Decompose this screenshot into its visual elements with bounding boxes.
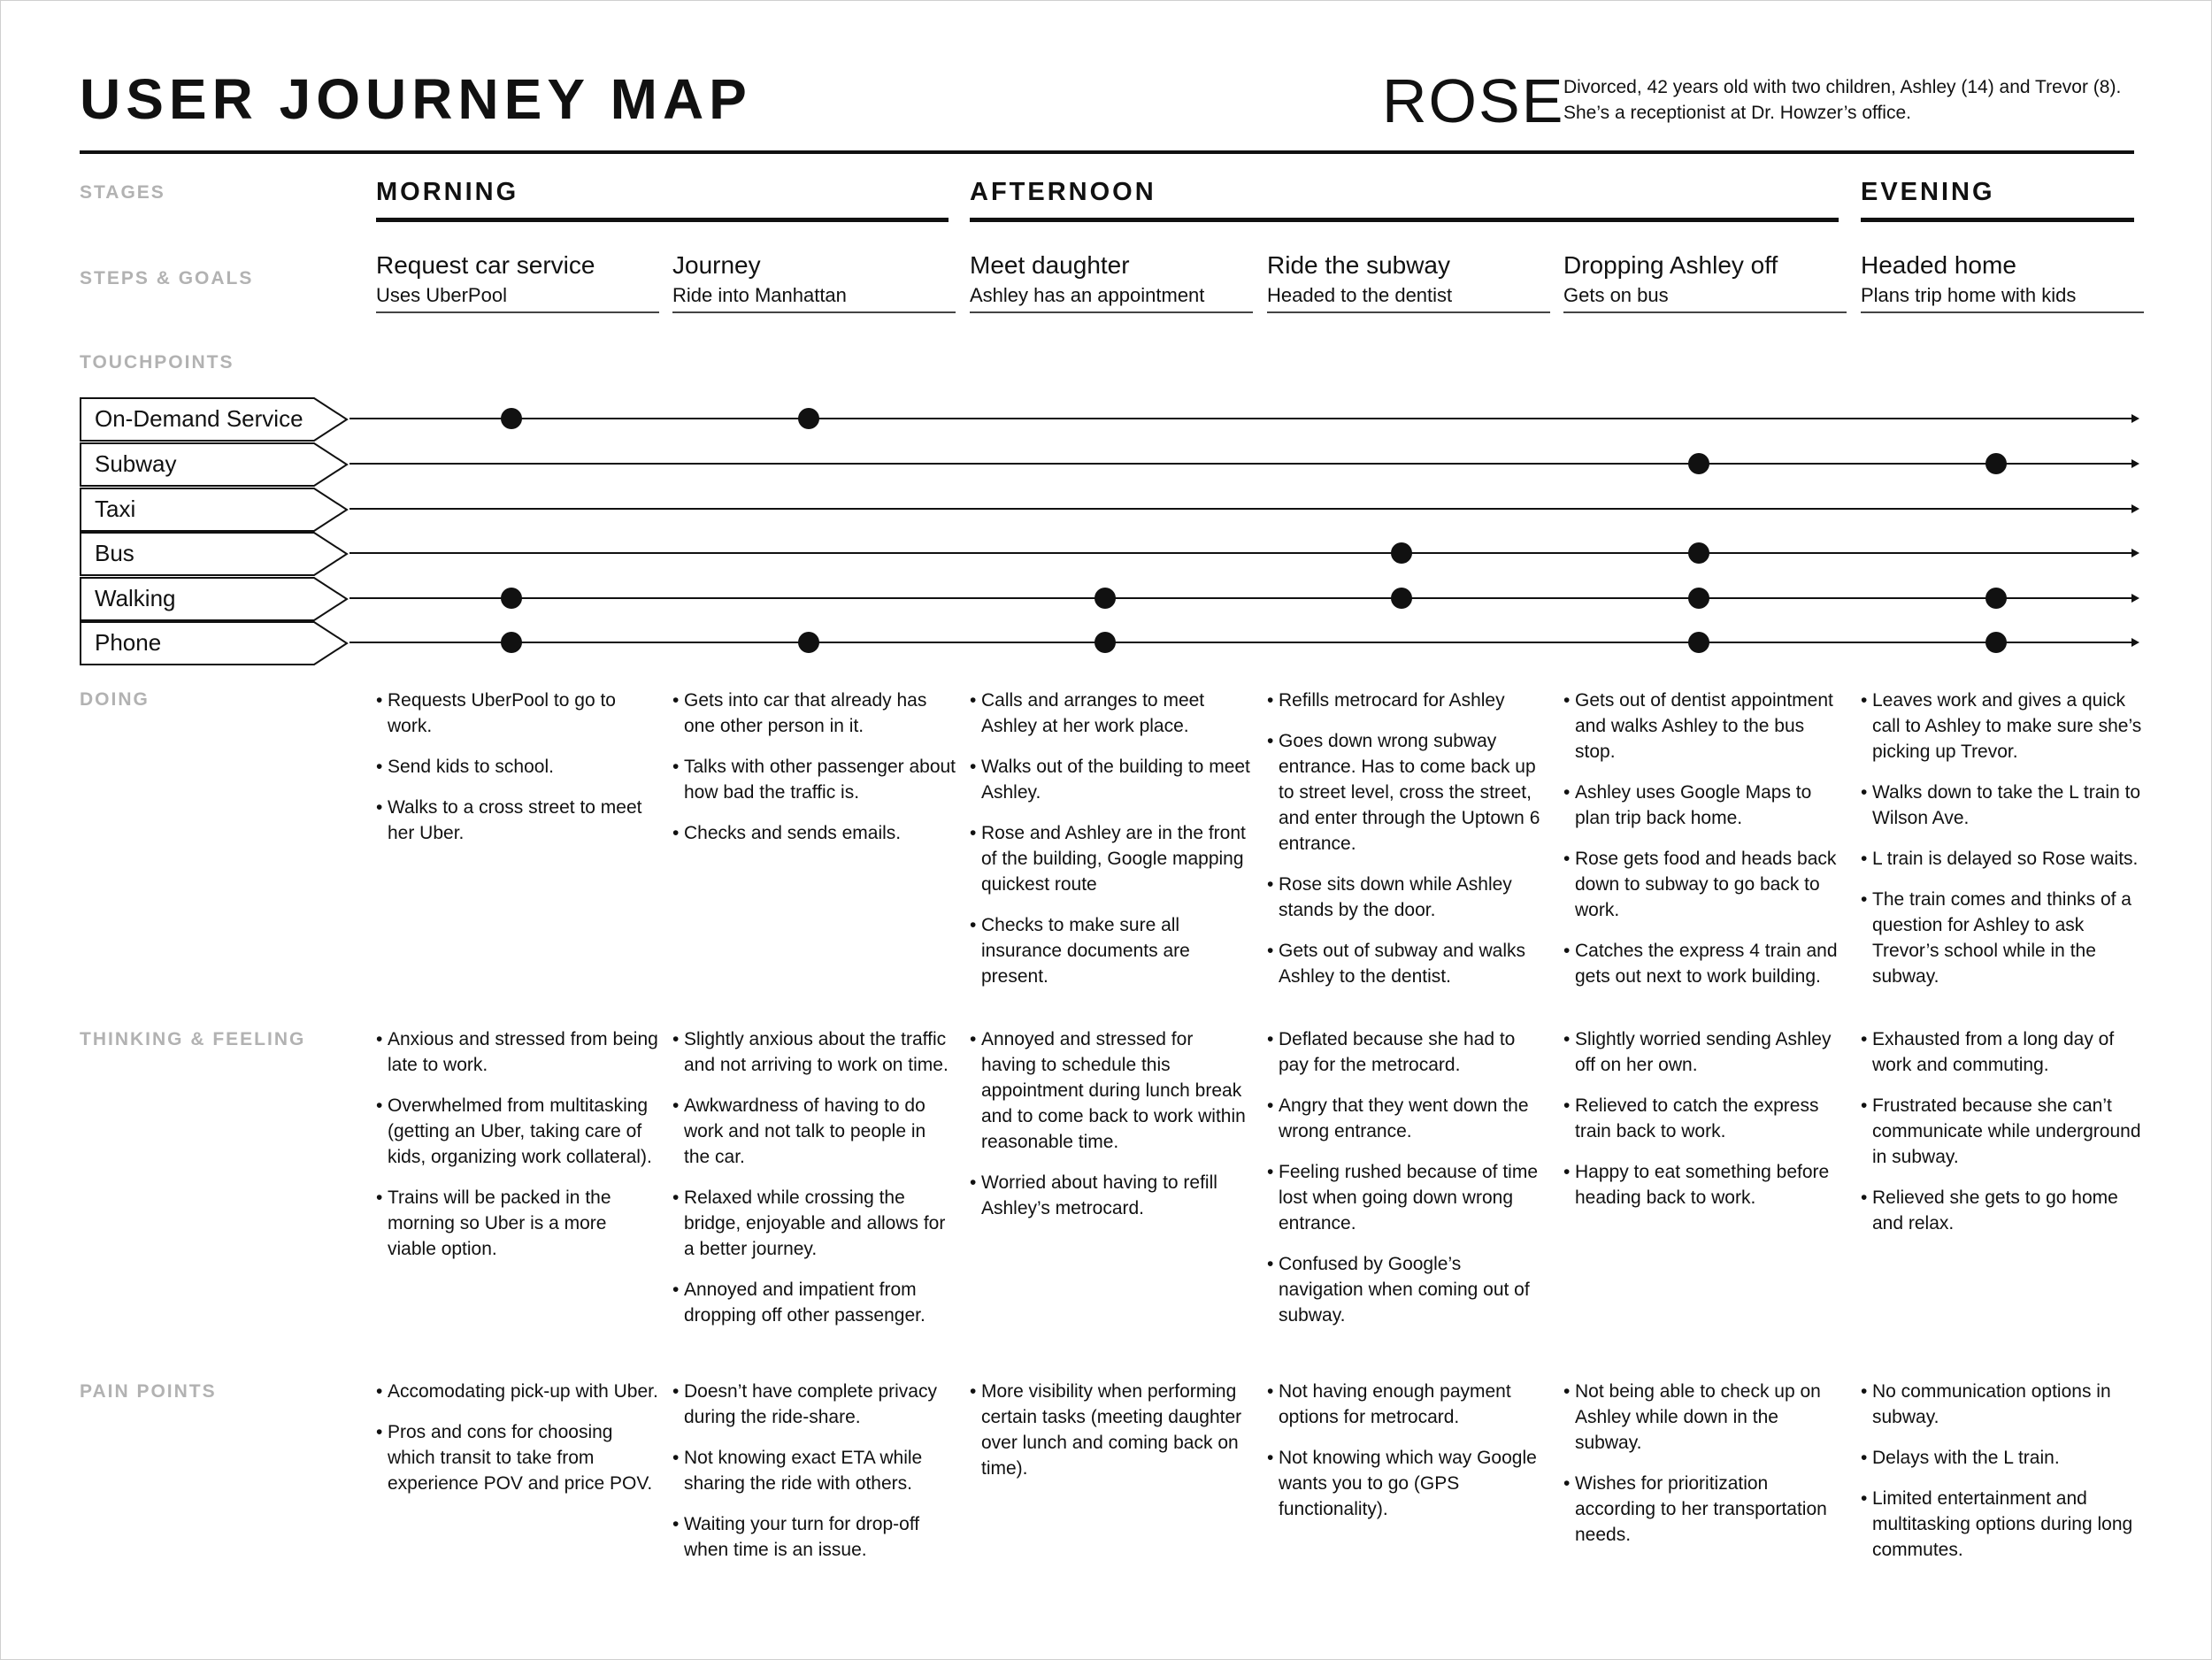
doing-text: Gets out of dentist appointment and walks Ashley to the bus stop. [1575, 690, 1833, 762]
pain-point-bullet [672, 1379, 956, 1430]
pain-point-text: Waiting your turn for drop-off when time is an issue. [684, 1514, 920, 1560]
thinking-text: Happy to eat something before heading back to work. [1575, 1162, 1830, 1208]
thinking-text: Overwhelmed from multitasking (getting an Uber, taking care of kids, organizing work collateral). [388, 1095, 652, 1167]
pain-point-text: Accomodating pick-up with Uber. [388, 1381, 658, 1402]
doing-bullet [376, 688, 659, 739]
doing-column [1563, 688, 1847, 1004]
bullet-dot-icon: • [672, 1280, 680, 1300]
arrowhead-icon [2131, 549, 2139, 557]
pain-point-column [1267, 1379, 1550, 1537]
touchpoint-marker [1688, 632, 1709, 653]
arrowhead-icon [2131, 504, 2139, 513]
doing-bullet [1563, 780, 1847, 831]
doing-text: Send kids to school. [388, 757, 554, 777]
pain-point-bullet [1267, 1445, 1550, 1522]
arrowhead-icon [2131, 459, 2139, 468]
thinking-bullet [970, 1026, 1253, 1155]
bullet-dot-icon: • [1861, 690, 1868, 711]
touchpoint-marker [798, 632, 819, 653]
thinking-bullet [1563, 1026, 1847, 1078]
bullet-dot-icon: • [376, 757, 383, 777]
bullet-dot-icon: • [1861, 1187, 1868, 1208]
doing-bullet [970, 688, 1253, 739]
doing-text: Catches the express 4 train and gets out next to work building. [1575, 941, 1838, 987]
step-title: Ride the subway [1267, 251, 1451, 279]
persona-description: Divorced, 42 years old with two children, Ashley (14) and Trevor (8). She’s a receptionist at Dr. Howzer’s office. [1563, 77, 2122, 123]
row-label-doing: DOING [80, 689, 150, 710]
bullet-dot-icon: • [1267, 690, 1274, 711]
touchpoint-name: Subway [95, 450, 177, 477]
thinking-bullet [1861, 1185, 2144, 1236]
pain-point-text: More visibility when performing certain tasks (meeting daughter over lunch and coming back on time). [981, 1381, 1242, 1479]
doing-bullet [1861, 688, 2144, 765]
pain-point-column [1563, 1379, 1847, 1563]
thinking-text: Slightly worried sending Ashley off on her own. [1575, 1029, 1832, 1075]
bullet-dot-icon: • [970, 915, 977, 935]
bullet-dot-icon: • [672, 690, 680, 711]
bullet-dot-icon: • [376, 1422, 383, 1442]
touchpoint-name: Taxi [95, 496, 136, 522]
touchpoint-marker [501, 408, 522, 429]
bullet-dot-icon: • [1267, 1254, 1274, 1274]
bullet-dot-icon: • [970, 823, 977, 843]
doing-bullet [376, 795, 659, 846]
pain-point-text: Not being able to check up on Ashley while down in the subway. [1575, 1381, 1821, 1453]
pain-point-text: Pros and cons for choosing which transit to take from experience POV and price POV. [388, 1422, 653, 1494]
thinking-text: Feeling rushed because of time lost when going down wrong entrance. [1279, 1162, 1539, 1233]
bullet-dot-icon: • [970, 690, 977, 711]
step-title: Request car service [376, 251, 595, 279]
thinking-text: Relaxed while crossing the bridge, enjoyable and allows for a better journey. [684, 1187, 946, 1259]
touchpoint-name: Phone [95, 629, 162, 656]
thinking-bullet [1563, 1093, 1847, 1144]
pain-point-bullet [1267, 1379, 1550, 1430]
bullet-dot-icon: • [672, 1448, 680, 1468]
doing-text: Refills metrocard for Ashley [1279, 690, 1505, 711]
thinking-column [672, 1026, 956, 1343]
doing-bullet [672, 820, 956, 846]
bullet-dot-icon: • [1861, 782, 1868, 803]
pain-point-column [1861, 1379, 2144, 1578]
touchpoint-lines [0, 0, 2212, 708]
bullet-dot-icon: • [1861, 1488, 1868, 1509]
doing-bullet [672, 754, 956, 805]
thinking-column [1563, 1026, 1847, 1226]
thinking-text: Annoyed and stressed for having to schedule this appointment during lunch break and to come back to work within reasonable time. [981, 1029, 1246, 1152]
doing-bullet [376, 754, 659, 780]
bullet-dot-icon: • [970, 1381, 977, 1402]
bullet-dot-icon: • [1861, 849, 1868, 869]
pain-point-text: Doesn’t have complete privacy during the ride-share. [684, 1381, 937, 1427]
pain-point-bullet [376, 1419, 659, 1496]
bullet-dot-icon: • [672, 823, 680, 843]
doing-column [970, 688, 1253, 1004]
thinking-bullet [672, 1026, 956, 1078]
arrowhead-icon [2131, 414, 2139, 423]
pain-point-text: No communication options in subway. [1872, 1381, 2111, 1427]
bullet-dot-icon: • [1267, 731, 1274, 751]
bullet-dot-icon: • [672, 1029, 680, 1049]
doing-text: Gets into car that already has one other person in it. [684, 690, 927, 736]
touchpoint-name: On-Demand Service [95, 405, 303, 432]
bullet-dot-icon: • [1563, 1473, 1571, 1494]
thinking-text: Deflated because she had to pay for the metrocard. [1279, 1029, 1516, 1075]
bullet-dot-icon: • [970, 1029, 977, 1049]
pain-point-bullet [672, 1445, 956, 1496]
bullet-dot-icon: • [1861, 1381, 1868, 1402]
bullet-dot-icon: • [376, 1029, 383, 1049]
doing-bullet [970, 820, 1253, 897]
bullet-dot-icon: • [1563, 1162, 1571, 1182]
thinking-bullet [1267, 1251, 1550, 1328]
doing-text: Requests UberPool to go to work. [388, 690, 616, 736]
doing-text: Leaves work and gives a quick call to Ashley to make sure she’s picking up Trevor. [1872, 690, 2142, 762]
step-title: Headed home [1861, 251, 2016, 279]
doing-column [1861, 688, 2144, 1004]
thinking-bullet [672, 1277, 956, 1328]
pain-point-text: Wishes for prioritization according to her transportation needs. [1575, 1473, 1827, 1545]
pain-point-bullet [376, 1379, 659, 1404]
doing-text: The train comes and thinks of a question for Ashley to ask Trevor’s school while in the subway. [1872, 889, 2131, 987]
thinking-text: Relieved she gets to go home and relax. [1872, 1187, 2118, 1233]
thinking-bullet [1267, 1026, 1550, 1078]
bullet-dot-icon: • [970, 757, 977, 777]
doing-bullet [970, 912, 1253, 989]
doing-bullet [672, 688, 956, 739]
pain-point-bullet [1861, 1486, 2144, 1563]
thinking-text: Confused by Google’s navigation when coming out of subway. [1279, 1254, 1530, 1326]
touchpoint-name: Walking [95, 585, 176, 611]
bullet-dot-icon: • [1267, 941, 1274, 961]
step-goal: Ashley has an appointment [970, 284, 1205, 306]
bullet-dot-icon: • [1861, 889, 1868, 910]
thinking-text: Angry that they went down the wrong entrance. [1279, 1095, 1529, 1141]
touchpoint-marker [1688, 588, 1709, 609]
step-goal: Headed to the dentist [1267, 284, 1453, 306]
bullet-dot-icon: • [1267, 1095, 1274, 1116]
doing-text: Ashley uses Google Maps to plan trip back home. [1575, 782, 1812, 828]
doing-text: Rose and Ashley are in the front of the building, Google mapping quickest route [981, 823, 1246, 895]
bullet-dot-icon: • [672, 757, 680, 777]
bullet-dot-icon: • [1267, 1381, 1274, 1402]
doing-bullet [1267, 938, 1550, 989]
doing-bullet [1563, 846, 1847, 923]
row-label-pain-points: PAIN POINTS [80, 1381, 217, 1402]
doing-text: Checks to make sure all insurance documents are present. [981, 915, 1190, 987]
thinking-text: Trains will be packed in the morning so Uber is a more viable option. [388, 1187, 611, 1259]
bullet-dot-icon: • [1563, 1029, 1571, 1049]
doing-bullet [1267, 728, 1550, 857]
page-title: USER JOURNEY MAP [80, 67, 752, 131]
touchpoint-marker [1094, 588, 1116, 609]
touchpoint-marker [1985, 632, 2007, 653]
bullet-dot-icon: • [1563, 690, 1571, 711]
pain-point-column [376, 1379, 659, 1511]
touchpoint-marker [1391, 542, 1412, 564]
touchpoint-marker [1985, 588, 2007, 609]
touchpoint-marker [501, 588, 522, 609]
thinking-bullet [376, 1185, 659, 1262]
doing-text: L train is delayed so Rose waits. [1872, 849, 2139, 869]
bullet-dot-icon: • [1267, 874, 1274, 895]
pain-point-bullet [1861, 1445, 2144, 1471]
bullet-dot-icon: • [1563, 941, 1571, 961]
stage-label: MORNING [376, 178, 519, 206]
pain-point-bullet [672, 1511, 956, 1563]
pain-point-bullet [1563, 1471, 1847, 1548]
bullet-dot-icon: • [1563, 782, 1571, 803]
doing-bullet [1563, 938, 1847, 989]
touchpoint-marker [1391, 588, 1412, 609]
row-label-stages: STAGES [80, 182, 165, 203]
doing-column [672, 688, 956, 861]
step-goal: Gets on bus [1563, 284, 1669, 306]
stage-label: AFTERNOON [970, 178, 1156, 206]
pain-point-text: Delays with the L train. [1872, 1448, 2060, 1468]
arrowhead-icon [2131, 594, 2139, 603]
pain-point-text: Not knowing which way Google wants you to go (GPS functionality). [1279, 1448, 1537, 1519]
step-title: Dropping Ashley off [1563, 251, 1778, 279]
doing-bullet [970, 754, 1253, 805]
touchpoint-marker [501, 632, 522, 653]
touchpoint-marker [798, 408, 819, 429]
thinking-bullet [1267, 1159, 1550, 1236]
bullet-dot-icon: • [1267, 1162, 1274, 1182]
pain-point-bullet [970, 1379, 1253, 1481]
doing-column [376, 688, 659, 861]
pain-point-text: Limited entertainment and multitasking options during long commutes. [1872, 1488, 2133, 1560]
thinking-text: Awkwardness of having to do work and not talk to people in the car. [684, 1095, 926, 1167]
doing-text: Walks out of the building to meet Ashley. [981, 757, 1250, 803]
doing-column [1267, 688, 1550, 1004]
row-label-steps-goals: STEPS & GOALS [80, 268, 254, 288]
bullet-dot-icon: • [1563, 849, 1571, 869]
bullet-dot-icon: • [376, 1095, 383, 1116]
doing-bullet [1861, 887, 2144, 989]
doing-bullet [1563, 688, 1847, 765]
thinking-text: Slightly anxious about the traffic and not arriving to work on time. [684, 1029, 949, 1075]
bullet-dot-icon: • [376, 1381, 383, 1402]
step-goal: Plans trip home with kids [1861, 284, 2077, 306]
bullet-dot-icon: • [376, 1187, 383, 1208]
bullet-dot-icon: • [672, 1095, 680, 1116]
bullet-dot-icon: • [1267, 1448, 1274, 1468]
bullet-dot-icon: • [376, 797, 383, 818]
pain-point-text: Not having enough payment options for metrocard. [1279, 1381, 1511, 1427]
touchpoint-name: Bus [95, 540, 134, 566]
arrowhead-icon [2131, 638, 2139, 647]
bullet-dot-icon: • [1563, 1095, 1571, 1116]
bullet-dot-icon: • [672, 1381, 680, 1402]
bullet-dot-icon: • [1563, 1381, 1571, 1402]
bullet-dot-icon: • [672, 1187, 680, 1208]
step-title: Journey [672, 251, 761, 279]
bullet-dot-icon: • [672, 1514, 680, 1534]
doing-bullet [1861, 780, 2144, 831]
thinking-bullet [1267, 1093, 1550, 1144]
thinking-text: Worried about having to refill Ashley’s metrocard. [981, 1172, 1217, 1218]
doing-text: Gets out of subway and walks Ashley to the dentist. [1279, 941, 1525, 987]
row-label-touchpoints: TOUCHPOINTS [80, 352, 234, 373]
doing-bullet [1267, 872, 1550, 923]
pain-point-column [672, 1379, 956, 1578]
thinking-bullet [376, 1093, 659, 1170]
thinking-text: Exhausted from a long day of work and commuting. [1872, 1029, 2115, 1075]
pain-point-bullet [1563, 1379, 1847, 1456]
thinking-bullet [1563, 1159, 1847, 1210]
doing-text: Checks and sends emails. [684, 823, 902, 843]
thinking-bullet [672, 1093, 956, 1170]
bullet-dot-icon: • [1861, 1029, 1868, 1049]
thinking-text: Relieved to catch the express train back to work. [1575, 1095, 1819, 1141]
thinking-bullet [1861, 1093, 2144, 1170]
touchpoint-marker [1688, 542, 1709, 564]
thinking-column [1861, 1026, 2144, 1251]
step-title: Meet daughter [970, 251, 1130, 279]
stage-label: EVENING [1861, 178, 1995, 206]
persona-name: ROSE [1382, 66, 1565, 135]
doing-text: Walks to a cross street to meet her Uber. [388, 797, 642, 843]
pain-point-text: Not knowing exact ETA while sharing the ride with others. [684, 1448, 923, 1494]
thinking-column [970, 1026, 1253, 1236]
thinking-bullet [672, 1185, 956, 1262]
thinking-column [1267, 1026, 1550, 1343]
touchpoint-marker [1094, 632, 1116, 653]
doing-text: Rose sits down while Ashley stands by the door. [1279, 874, 1512, 920]
bullet-dot-icon: • [376, 690, 383, 711]
thinking-bullet [376, 1026, 659, 1078]
thinking-bullet [970, 1170, 1253, 1221]
doing-text: Goes down wrong subway entrance. Has to come back up to street level, cross the street, and enter through the Uptown 6 entrance. [1279, 731, 1540, 854]
step-goal: Uses UberPool [376, 284, 507, 306]
thinking-text: Frustrated because she can’t communicate while underground in subway. [1872, 1095, 2141, 1167]
thinking-column [376, 1026, 659, 1277]
doing-bullet [1861, 846, 2144, 872]
thinking-bullet [1861, 1026, 2144, 1078]
thinking-text: Anxious and stressed from being late to work. [388, 1029, 658, 1075]
doing-text: Talks with other passenger about how bad the traffic is. [684, 757, 956, 803]
doing-bullet [1267, 688, 1550, 713]
touchpoint-marker [1985, 453, 2007, 474]
doing-text: Rose gets food and heads back down to subway to go back to work. [1575, 849, 1837, 920]
pain-point-bullet [1861, 1379, 2144, 1430]
step-goal: Ride into Manhattan [672, 284, 847, 306]
bullet-dot-icon: • [1861, 1448, 1868, 1468]
doing-text: Calls and arranges to meet Ashley at her work place. [981, 690, 1205, 736]
touchpoint-marker [1688, 453, 1709, 474]
thinking-text: Annoyed and impatient from dropping off other passenger. [684, 1280, 926, 1326]
bullet-dot-icon: • [1267, 1029, 1274, 1049]
bullet-dot-icon: • [1861, 1095, 1868, 1116]
pain-point-column [970, 1379, 1253, 1496]
row-label-thinking-feeling: THINKING & FEELING [80, 1029, 306, 1049]
doing-text: Walks down to take the L train to Wilson Ave. [1872, 782, 2141, 828]
bullet-dot-icon: • [970, 1172, 977, 1193]
